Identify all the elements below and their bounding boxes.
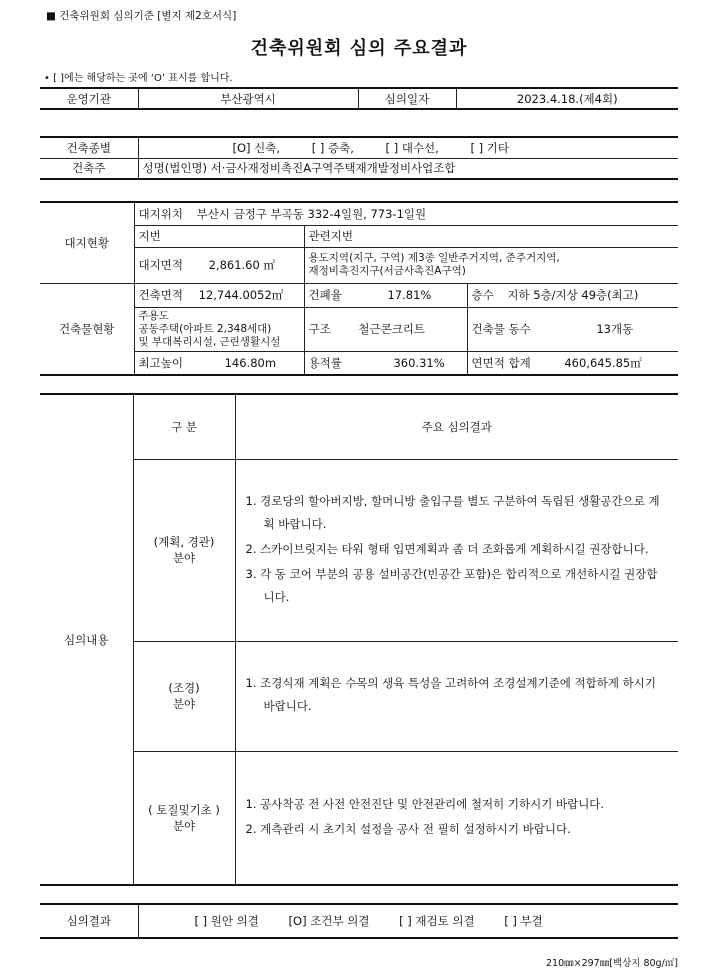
gfa-label: 연면적 합계 — [471, 355, 531, 370]
use-line-2: 공동주택(아파트 2,348세대) — [138, 322, 272, 335]
list-item: 3. 각 동 코어 부분의 공용 설비공간(빈공간 포함)은 합리적으로 개선하시길 권장합니다. — [245, 566, 658, 604]
zoning-line-1: 용도지역(지구, 구역) 제3종 일반주거지역, 준주거지역, — [308, 252, 560, 264]
floors-label: 층수 — [471, 288, 494, 302]
geotech-results — [240, 793, 675, 841]
count-value: 13개동 — [596, 322, 634, 336]
category-geotech: ( 토질및기초 ) — [148, 802, 220, 817]
height-value: 146.80m — [224, 355, 277, 370]
lot-label: 지번 — [134, 225, 304, 247]
building-type-options — [138, 137, 678, 158]
gfa-value: 460,645.85㎡ — [564, 355, 642, 370]
list-item: 2. 스카이브릿지는 타워 형태 입면계획과 좀 더 조화롭게 계획하시길 권장합니다. — [245, 541, 649, 556]
list-item: 1. 공사착공 전 사전 안전진단 및 안전관리에 철저히 기하시기 바랍니다. — [245, 796, 605, 811]
struct-label: 구조 — [308, 322, 331, 336]
structure-label: 건축물현황 — [40, 283, 134, 375]
category-landscape-suffix: 분야 — [172, 697, 196, 711]
review-table — [40, 393, 678, 886]
review-label: 심의내용 — [40, 394, 133, 885]
struct-value: 철근콘크리트 — [358, 322, 426, 336]
org-table — [40, 87, 678, 110]
date-value: 2023.4.18.(제4회) — [456, 88, 678, 109]
org-label: 운영기관 — [40, 88, 138, 109]
list-item: 1. 경로당의 할아버지방, 할머니방 출입구를 별도 구분하여 독립된 생활공간으로 계획 바랍니다. — [245, 493, 660, 531]
coverage-value: 17.81% — [387, 288, 432, 302]
page-title: 건축위원회 심의 주요결과 — [250, 38, 468, 59]
type-major-repair: [ ] 대수선, — [385, 140, 439, 155]
instruction-note: • [ ]에는 해당하는 곳에 ‘O’ 표시를 합니다. — [44, 73, 233, 84]
site-area-label: 대지면적 — [138, 258, 183, 272]
list-item: 1. 조경식재 계획은 수목의 생육 특성을 고려하여 조경설계기준에 적합하게 하시기 바랍니다. — [245, 676, 656, 713]
location-label: 대지위치 — [138, 206, 183, 221]
landscape-results — [240, 672, 675, 718]
count-label: 건축물 동수 — [471, 322, 531, 336]
org-value: 부산광역시 — [138, 88, 358, 109]
category-planning: (계획, 경관) — [153, 535, 215, 549]
paper-spec: 210㎜×297㎜[백상지 80g/㎡] — [545, 958, 678, 969]
site-label: 대지현황 — [40, 202, 134, 283]
category-landscape: (조경) — [168, 681, 200, 695]
owner-value: 성명(법인명) 서‧금사재정비촉진A구역주택재개발정비사업조합 — [138, 158, 678, 179]
type-extension: [ ] 증축, — [311, 140, 354, 155]
date-label: 심의일자 — [358, 88, 456, 109]
coverage-label: 건폐율 — [308, 288, 342, 302]
category-planning-suffix: 분야 — [172, 551, 196, 565]
form-tag: ■ 건축위원회 심의기준 [별지 제2호서식] — [46, 10, 237, 22]
site-area-value: 2,861.60 ㎡ — [208, 258, 275, 272]
far-label: 용적률 — [308, 355, 342, 370]
building-area-value: 12,744.0052㎡ — [198, 288, 284, 302]
far-value: 360.31% — [393, 355, 445, 370]
result-label: 심의결과 — [40, 904, 138, 938]
type-other: [ ] 기타 — [470, 140, 509, 155]
location-value: 부산시 금정구 부곡동 332-4일원, 773-1일원 — [196, 206, 427, 221]
building-table — [40, 136, 678, 180]
results-header: 주요 심의결과 — [235, 394, 678, 459]
result-original: [ ] 원안 의결 — [194, 914, 259, 928]
related-lot-label: 관련지번 — [304, 225, 678, 247]
result-table — [40, 903, 678, 939]
building-type-label: 건축종별 — [40, 137, 138, 158]
category-header: 구 분 — [133, 394, 235, 459]
category-geotech-suffix: 분야 — [172, 818, 196, 833]
floors-value: 지하 5층/지상 49층(최고) — [507, 288, 639, 302]
zoning-line-2: 재정비촉진지구(서금사촉진A구역) — [308, 265, 466, 277]
result-rejected: [ ] 부결 — [504, 914, 543, 928]
height-label: 최고높이 — [138, 355, 183, 370]
result-conditional: [O] 조건부 의결 — [288, 914, 370, 928]
type-new: [O] 신축, — [232, 140, 281, 155]
use-line-1: 주용도 — [138, 309, 169, 322]
site-table — [40, 201, 678, 376]
owner-label: 건축주 — [40, 158, 138, 179]
building-area-label: 건축면적 — [138, 288, 183, 302]
list-item: 2. 계측관리 시 초기치 설정을 공사 전 필히 설정하시기 바랍니다. — [245, 821, 571, 836]
use-line-3: 및 부대복리시설, 근린생활시설 — [138, 335, 281, 348]
planning-results — [240, 490, 675, 609]
result-reexamine: [ ] 재검토 의결 — [399, 914, 475, 928]
